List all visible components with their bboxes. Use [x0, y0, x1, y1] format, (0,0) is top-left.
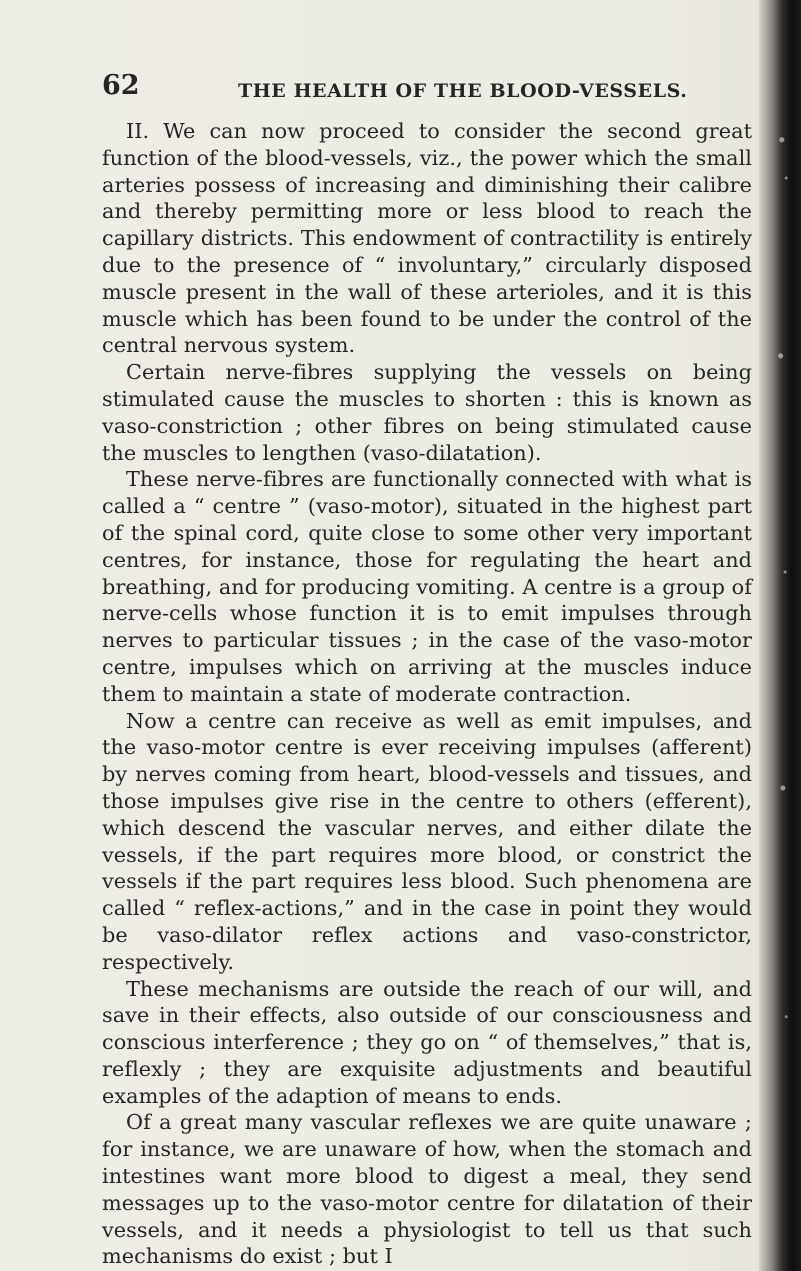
- paragraph-vaso-constriction: Certain nerve-fibres supplying the vessels on being stimulated cause the muscles to shorten : this is known as vaso-constriction ; other fibres on being stimulated cause the muscles to lengthen (vaso-dilatation).: [102, 360, 752, 465]
- paragraph-arterial-contractility: II. We can now proceed to consider the second great function of the blood-vessels, viz., the power which the small arteries possess of increasing and diminishing their calibre and thereby permitting more or less blood to reach the capillary districts. This endowment of contractility is entirely due to the presence of “ involuntary,” circularly disposed muscle present in the wall of these arterioles, and it is this muscle which has been found to be under the control of the central nervous system.: [102, 119, 752, 358]
- paragraph-mechanisms: These mechanisms are outside the reach of our will, and save in their effects, also outside of our consciousness and conscious interference ; they go on “ of themselves,” that is, reflexly ; they are exquisite adjustments and beautiful examples of the adaption of means to ends.: [102, 976, 752, 1108]
- running-head: THE HEALTH OF THE BLOOD-VESSELS.: [238, 80, 688, 102]
- paragraph-vaso-motor-centre: These nerve-fibres are functionally connected with what is called a “ centre ” (vaso-motor), situated in the highest part of the spinal cord, quite close to some other very important centres, for instance, those for regulating the heart and breathing, and for producing vomiting. A centre is a group of nerve-cells whose function it is to emit impulses through nerves to particular tissues ; in the case of the vaso-motor centre, impulses which on arriving at the muscles induce them to maintain a state of moderate contraction.: [102, 467, 752, 706]
- paragraph-vascular-reflexes: Of a great many vascular reflexes we are quite unaware ; for instance, we are unaware of how, when the stomach and intestines want more blood to digest a meal, they send messages up to the vaso-motor centre for dilatation of their vessels, and it needs a physiologist to tell us that such mechanisms do exist ; but I: [102, 1110, 752, 1269]
- page-number: 62: [102, 70, 140, 101]
- page-header: [102, 70, 748, 110]
- body-text: [102, 118, 752, 1270]
- paragraph-reflex-actions: Now a centre can receive as well as emit impulses, and the vaso-motor centre is ever receiving impulses (afferent) by nerves coming from heart, blood-vessels and tissues, and those impulses give rise in the centre to others (efferent), which descend the vascular nerves, and either dilate the vessels, if the part requires more blood, or constrict the vessels if the part requires less blood. Such phenomena are called “ reflex-actions,” and in the case in point they would be vaso-dilator reflex actions and vaso-constrictor, respectively.: [102, 708, 752, 974]
- gutter-texture: [773, 0, 795, 1271]
